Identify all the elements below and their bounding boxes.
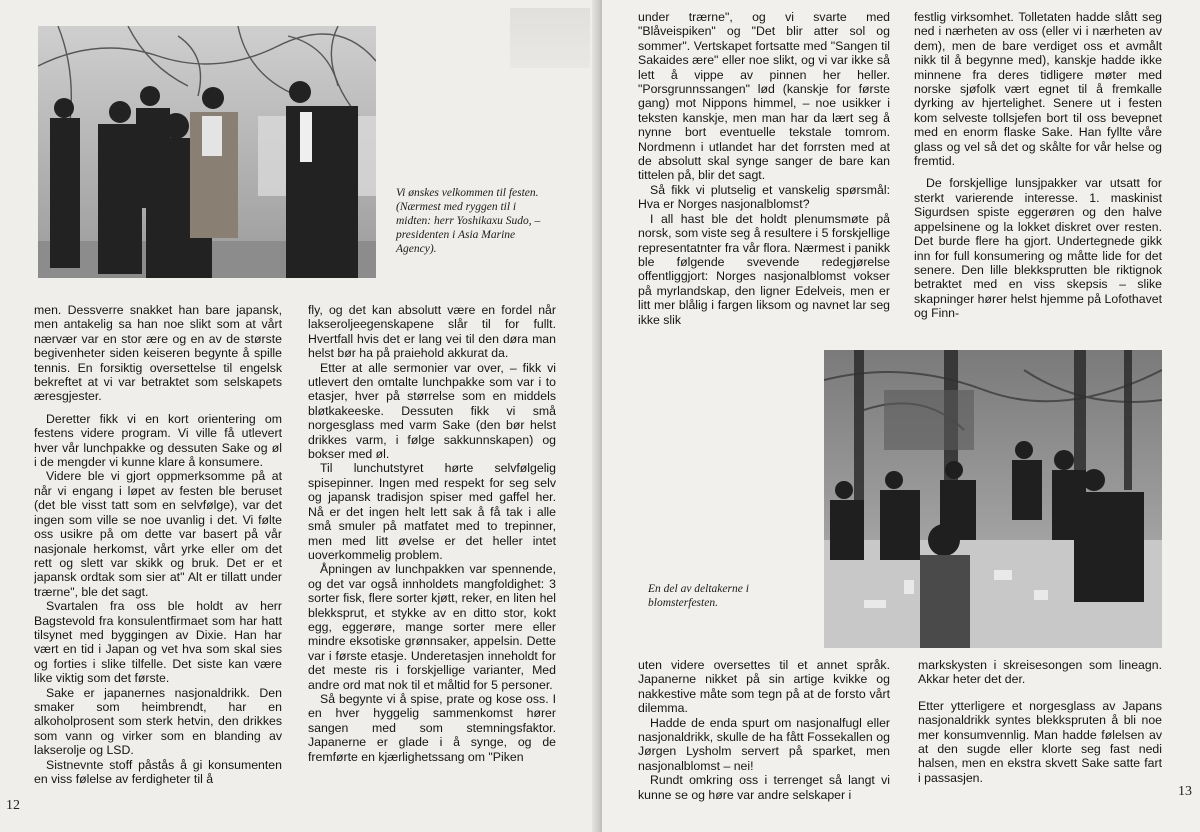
party-photo-caption: En del av deltakerne i blomsterfesten. (648, 583, 749, 609)
paragraph: under trærne", og vi svarte med "Blåveispiken" og "Det blir atter sol og sommer". Vertskapet fortsatte med "Sangen til Sakaides ære" eller noe slikt, og vi var ikke så lett å vippe av pinnen her heller. "Porsgrunnssangen" lød (kanskje for første gang) mot Nippons himmel, – noe usikker i teksten kanskje, men man har da lært seg å nynne bort eventuelle tekstale tomrom. Nordmenn i utlandet har det forrsten med at de absolutt skal synge sanger de bare kan tittelen på, blir det sagt. (638, 10, 890, 183)
paragraph: Sake er japanernes nasjonaldrikk. Den smaker som heimbrendt, har en alkoholprosent som sterk hetvin, den drikkes som vann og virker som en blanding av lakserolje og LSD. (34, 685, 282, 758)
paragraph: Etter ytterligere et norgesglass av Japans nasjonaldrikk syntes blekkspruten å bli noe mer konsumvennlig. Man hadde følelsen av at den sugde eller klorte seg fast nedi halsen, men en ekstra skvett Sake satte fart i passasjen. (918, 698, 1162, 785)
right-column-2-top (914, 10, 1162, 348)
welcome-photo-caption: Vi ønskes velkommen til festen. (Nærmest med ryggen til i midten: herr Yoshikaxu Sudo, – presidenten i Asia Marine Agency). (396, 187, 541, 255)
paragraph: Hadde de enda spurt om nasjonalfugl eller nasjonaldrikk, skulle de ha fått Fossekallen og Jørgen Lysholm servert på sparket, men nasjonalblomst – nei! (638, 715, 890, 773)
page-number-right: 13 (1178, 784, 1192, 799)
paragraph: fly, og det kan absolutt være en fordel når lakseroljeegenskapene slår til for fullt. Hvertfall hvis det er lang vei til den døra man helst bør ha på praiehold akkurat da. (308, 303, 556, 361)
welcome-photo (38, 26, 376, 278)
paragraph: Så begynte vi å spise, prate og kose oss. I en hver hyggelig sammenkomst hører sangen med som stemningsfaktor. Japanerne er glade i å synge, og de fremførte en kjærlighetssang om "Piken (308, 691, 556, 764)
paragraph: Etter at alle sermonier var over, – fikk vi utlevert den omtalte lunchpakke som var i to etasjer, hver på størrelse som en middels bløtkakeeske. Dessuten fikk vi små norgesglass med varm Sake (den bør helst drikkes varm, i følge sakkunnskapen) og bokser med øl. (308, 360, 556, 462)
paragraph: Deretter fikk vi en kort orientering om festens videre program. Vi ville få utlevert hver vår lunchpakke og dessuten Sake og øl i de mengder vi kunne klare å konsumere. (34, 411, 282, 470)
paragraph: I all hast ble det holdt plenumsmøte på norsk, som viste seg å resultere i 5 forskjellige representatnter fra vår flora. Nærmest i panikk ble følgende svevende redegjørelse offentliggjort: Norges nasjonalblomst vokser på myrlandskap, den ligner Edelveis, men er litt mer blålig i fargen liksom og navnet lar seg ikke slik (638, 211, 890, 327)
party-photo (824, 350, 1162, 648)
paragraph: markskysten i skreisesongen som lineagn. Akkar heter det der. (918, 658, 1162, 687)
left-page (0, 0, 598, 832)
paragraph: Svartalen fra oss ble holdt av herr Bagstevold fra konsulentfirmaet som har hatt tilsynet med byggingen av Dixie. Han har vært en tid i Japan og vet hva som skal sies og forties i slike tilfelle. Det siste kan være like viktig som det første. (34, 599, 282, 686)
left-column-1 (34, 303, 282, 813)
paragraph: Til lunchutstyret hørte selvfølgelig spisepinner. Ingen med respekt for seg selv og japansk tradisjon spiser med gaffel her. Nå er det ingen helt lett sak å få tak i alle små smuler på matfatet med to trepinner, men med litt øvelse er det heller intet uoverkommelig problem. (308, 461, 556, 562)
right-column-2-bottom (918, 658, 1162, 808)
right-column-1-top (638, 10, 890, 348)
paragraph: Sistnevnte stoff påstås å gi konsumenten en viss følelse av ferdigheter til å (34, 757, 282, 786)
paragraph: De forskjellige lunsjpakker var utsatt for sterkt varierende interesse. 1. maskinist Sigurdsen spiste eggerøren og den halve appelsinene og la lokket diskret over resten. Det burde flere ha gjort. Undertegnede gikk inn for full konsumering og måtte lide for det senere. Den lille blekksprutten ble riktignok betraktet med en viss skepsis – slike skapninger hører helst hjemme på Lofothavet og Finn- (914, 176, 1162, 321)
bleed-through-title (510, 8, 590, 68)
right-column-1-bottom (638, 658, 890, 808)
paragraph: men. Dessverre snakket han bare japansk, men antakelig sa han noe slikt som at vårt nærvær var en stor ære og en av de største begivenheter siden keiseren begynte å spille tennis. En forsiktig oversettelse til engelsk bekreftet at vi var betraktet som selskapets æresgjester. (34, 303, 282, 404)
paragraph: Videre ble vi gjort oppmerksomme på at når vi engang i løpet av festen ble beruset (det ble visst tatt som en selvfølge), var det ingen som ville se noe uvanlig i det. Vi følte oss usikre på om dette var basert på vår nasjonale herkomst, vårt yrke eller om det rett og slett var skikk og bruk. Det er et japansk ordtak som sier at" Alt er tillatt under trærne", ble det sagt. (34, 469, 282, 599)
paragraph: Åpningen av lunchpakken var spennende, og det var også innholdets mangfoldighet: 3 sorter fisk, flere sorter kjøtt, reker, en liten hel blekksprut, et stykke av en ditto stor, kokt egg, eggerøre, mange sorter mere eller mindre eksotiske grønnsaker, appelsin. Dette var i første etasje. Underetasjen inneholdt for det meste ris i forskjellige varianter, Med andre ord mat nok til et måltid for 5 personer. (308, 562, 556, 692)
paragraph: festlig virksomhet. Tolletaten hadde slått seg ned i nærheten av oss (eller vi i nærheten av dem), men de bare verdiget oss et avmålt nikk til å begynne med), kanskje hadde ikke minnene fra deres tidligere møter med norske sjøfolk vært egnet til å fremkalle dyrking av hjertelighet. Senere ut i festen kom selveste tollsjefen bort til oss bevepnet med en enorm flaske Sake. Han fyllte våre glass og vel så det og skålte for vår helse og fremtid. (914, 10, 1162, 169)
paragraph: Rundt omkring oss i terrenget så langt vi kunne se og høre var andre selskaper i (638, 773, 890, 802)
paragraph: uten videre oversettes til et annet språk. Japanerne nikket på sin artige kvikke og nakkestive måte som tegn på at de forsto vårt dilemma. (638, 658, 890, 716)
page-number-left: 12 (6, 798, 20, 813)
right-page (602, 0, 1200, 832)
paragraph: Så fikk vi plutselig et vanskelig spørsmål: Hva er Norges nasjonalblomst? (638, 182, 890, 212)
left-column-2 (308, 303, 556, 813)
